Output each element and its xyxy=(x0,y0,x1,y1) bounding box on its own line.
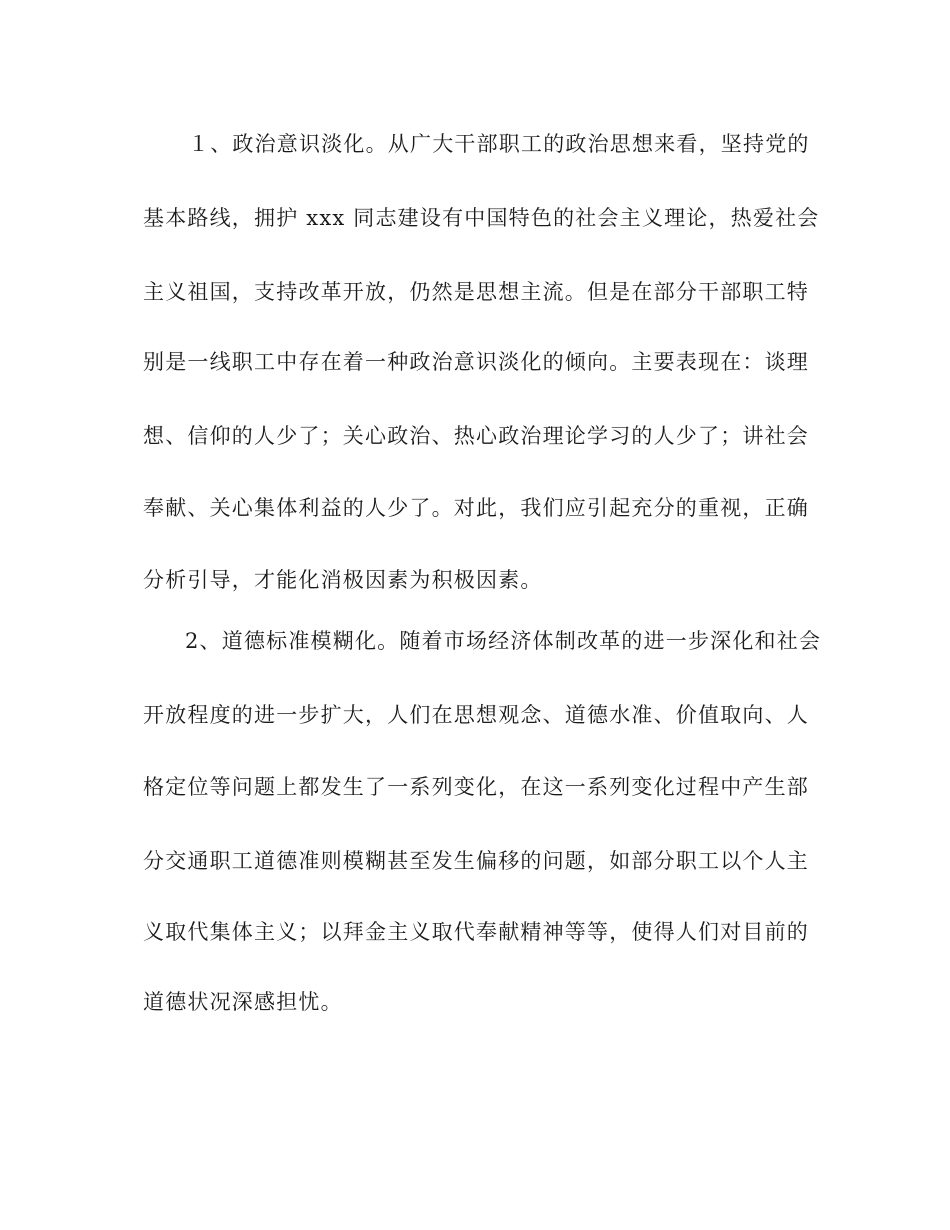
paragraph-line: 基本路线，拥护 xxx 同志建设有中国特色的社会主义理论，热爱社会 xyxy=(143,206,820,230)
paragraph-line: 主义祖国，支持改革开放，仍然是思想主流。但是在部分干部职工特 xyxy=(143,280,809,304)
paragraph-line: 2、道德标准模糊化。随着市场经济体制改革的进一步深化和社会 xyxy=(185,629,822,653)
paragraph-line: 分交通职工道德准则模糊甚至发生偏移的问题，如部分职工以个人主 xyxy=(143,849,809,873)
paragraph-line: 道德状况深感担忧。 xyxy=(143,990,343,1014)
paragraph-line: 别是一线职工中存在着一种政治意识淡化的倾向。主要表现在：谈理 xyxy=(143,350,809,374)
paragraph-line: 分析引导，才能化消极因素为积极因素。 xyxy=(143,568,543,592)
paragraph-line: 开放程度的进一步扩大，人们在思想观念、道德水准、价值取向、人 xyxy=(143,703,809,727)
paragraph-line: 奉献、关心集体利益的人少了。对此，我们应引起充分的重视，正确 xyxy=(143,496,809,520)
paragraph-line: 义取代集体主义；以拜金主义取代奉献精神等等，使得人们对目前的 xyxy=(143,920,809,944)
paragraph-line: 想、信仰的人少了；关心政治、热心政治理论学习的人少了；讲社会 xyxy=(143,424,809,448)
paragraph-line: 格定位等问题上都发生了一系列变化，在这一系列变化过程中产生部 xyxy=(143,775,809,799)
paragraph-line: １、政治意识淡化。从广大干部职工的政治思想来看，坚持党的 xyxy=(188,132,810,156)
